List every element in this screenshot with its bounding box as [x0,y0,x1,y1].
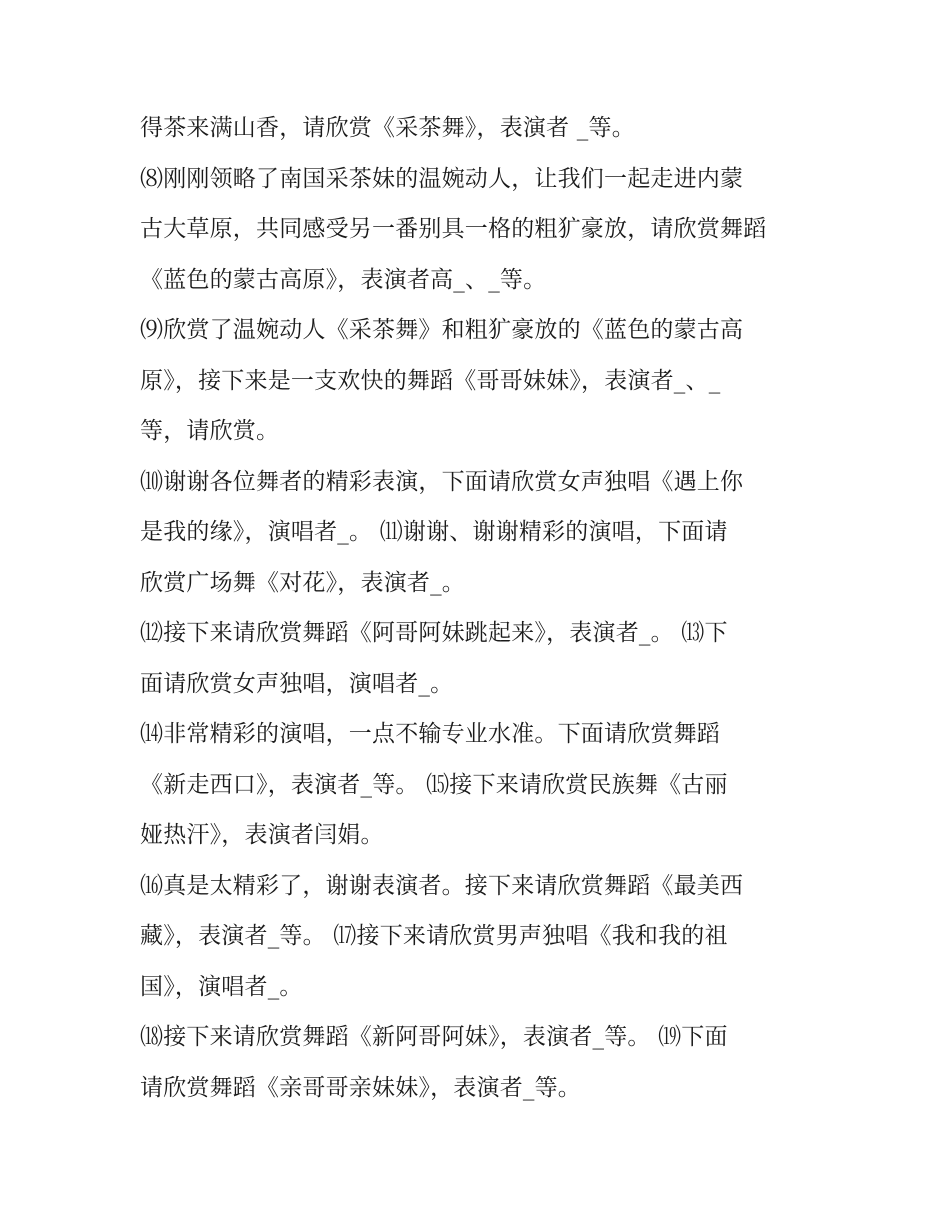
text-line: 古大草原，共同感受另一番别具一格的粗犷豪放，请欣赏舞蹈 [140,216,767,242]
text-line: 等，请欣赏。 [140,418,280,444]
text-line: ⑻刚刚领略了南国采茶妹的温婉动人，让我们一起走进内蒙 [140,165,744,192]
text-line: ⑿接下来请欣赏舞蹈《阿哥阿妹跳起来》，表演者_。 ⒀下 [140,620,728,646]
text-line: 是我的缘》，演唱者_。 ⑾谢谢、谢谢精彩的演唱，下面请 [140,519,728,545]
text-line: ⒁非常精彩的演唱，一点不输专业水准。下面请欣赏舞蹈 [140,721,720,747]
text-line: 《新走西口》，表演者_等。 ⒂接下来请欣赏民族舞《古丽 [140,771,728,798]
text-line: 欣赏广场舞《对花》，表演者_。 [140,569,465,596]
text-line: ⒃真是太精彩了，谢谢表演者。接下来请欣赏舞蹈《最美西 [140,872,744,899]
text-line: ⑽谢谢各位舞者的精彩表演，下面请欣赏女声独唱《遇上你 [140,468,744,495]
text-line: 请欣赏舞蹈《亲哥哥亲妹妹》，表演者_等。 [140,1074,581,1101]
text-line: 面请欣赏女声独唱，演唱者_。 [140,670,454,697]
text-line: ⒅接下来请欣赏舞蹈《新阿哥阿妹》，表演者_等。 ⒆下面 [140,1024,728,1050]
text-line: ⑼欣赏了温婉动人《采茶舞》和粗犷豪放的《蓝色的蒙古高 [140,317,744,343]
text-line: 藏》，表演者_等。 ⒄接下来请欣赏男声独唱《我和我的祖 [140,923,728,949]
text-line: 《蓝色的蒙古高原》，表演者高_、_等。 [140,266,547,293]
text-line: 得茶来满山香，请欣赏《采茶舞》，表演者 _等。 [140,115,635,141]
text-line: 娅热汗》，表演者闫娟。 [140,822,384,848]
document-body [140,103,820,1113]
text-line: 原》，接下来是一支欢快的舞蹈《哥哥妹妹》，表演者_、_ [140,367,721,394]
text-line: 国》，演唱者_。 [140,973,303,1000]
